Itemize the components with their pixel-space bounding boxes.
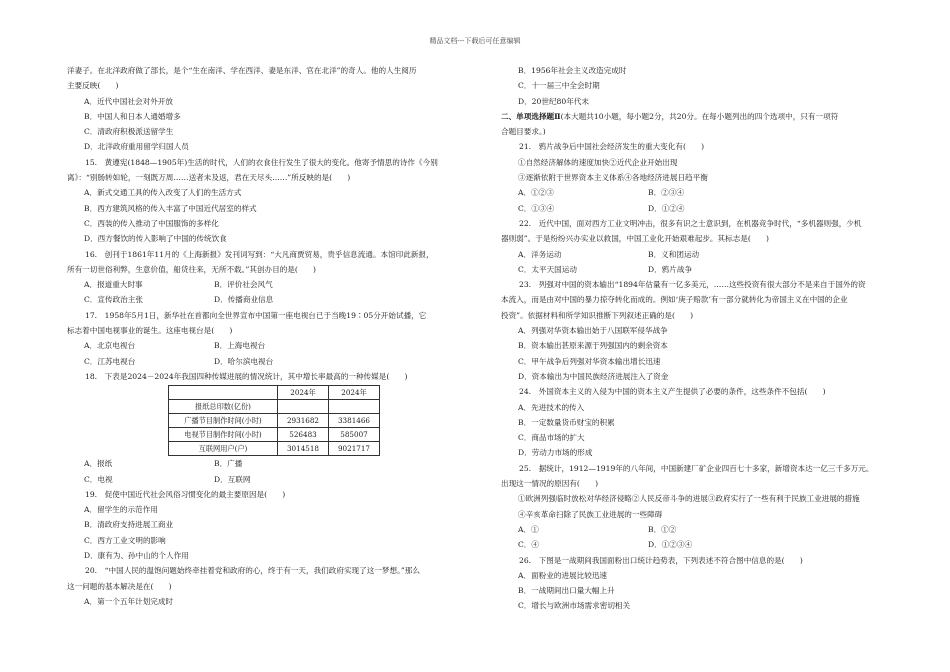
- q26-option-b: B．一战期间出口量大幅上升: [518, 586, 615, 596]
- table-cell: [329, 400, 380, 414]
- q26-stem: 26. 下图是一战期间我国面粉出口统计趋势表，下列表述不符合图中信息的是( ): [519, 555, 803, 565]
- q18-stem: 18. 下表是2024－2024年我国四种传媒进展的情况统计，其中增长率最高的一种传媒是( ): [85, 371, 408, 381]
- q19-option-a: A．留学生的示范作用: [84, 505, 158, 515]
- q14-option-d: D．北洋政府重用留学归国人员: [84, 142, 189, 152]
- q17-stem: 标志着中国电视事业的诞生。这座电视台是( ): [67, 326, 233, 336]
- q22-stem: 器则弱”。于是纷纷兴办实业以救国，中国工业化开始艰难起步。其标志是( ): [501, 234, 769, 244]
- q16-options-row: [67, 292, 465, 307]
- table-cell: 3014518: [278, 442, 329, 456]
- q19-option-b: B．清政府支持进展工商业: [84, 520, 174, 530]
- q16-option-c: C．宣传政治主张: [84, 295, 143, 305]
- q23-stem: 本流入，而是由对中国的暴力掠夺转化而成的。例如‘庚子赔款’有一部分就转化为帝国主义在中国的企业: [501, 295, 848, 305]
- q19-stem: 19. 促使中国近代社会风俗习惯变化的最主要原因是( ): [85, 489, 286, 499]
- q18-options-row: [67, 456, 465, 471]
- q25-options-row: [501, 522, 883, 537]
- q26-option-c: C．增长与欧洲市场需求密切相关: [518, 601, 631, 611]
- q21-options-row: [501, 201, 883, 216]
- section-instructions-cont: 合题目要求。): [501, 127, 546, 137]
- q17-option-d: D．哈尔滨电视台: [214, 356, 274, 366]
- q22-option-c: C．太平天国运动: [518, 264, 577, 274]
- q26-option-a: A．面粉业的进展比较迅速: [518, 570, 608, 580]
- q21-option-b: B．②③④: [648, 188, 684, 198]
- q22-option-d: D．鸦片战争: [648, 264, 693, 274]
- q21-options-row: [501, 185, 883, 200]
- q21-option-c: C．①③④: [518, 203, 555, 213]
- q24-stem: 24. 外国资本主义的入侵为中国的资本主义产生提供了必要的条件，这些条件不包括( ): [519, 387, 826, 397]
- q17-option-b: B．上海电视台: [214, 341, 266, 351]
- table-header-row: [169, 386, 380, 400]
- media-stats-table: [168, 385, 380, 456]
- q20-option-c: C．十一届三中全会时期: [518, 81, 600, 91]
- q20-option-d: D．20世纪80年代末: [518, 96, 589, 106]
- q15-stem: 15. 黄遵宪(1848—1905年)生活的时代，人们的衣食住行发生了很大的变化。他寄予情思的诗作《今别: [85, 157, 438, 167]
- table-row: [169, 428, 380, 442]
- right-column: [501, 63, 883, 614]
- q23-option-d: D．资本输出为中国民族经济进展注入了资金: [518, 371, 669, 381]
- table-cell: 3381466: [329, 414, 380, 428]
- q22-options-row: [501, 262, 883, 277]
- q22-option-b: B．义和团运动: [648, 249, 700, 259]
- section-instructions: (本大题共10小题，每小题2分，共20分。在每小题列出的四个选项中，只有一项符: [560, 111, 839, 121]
- q21-option-a: A．①②③: [518, 188, 554, 198]
- q21-statement: ①自然经济解体的速度加快②近代企业开始出现: [518, 157, 678, 167]
- table-cell: 电视节目制作时间(小时): [169, 428, 278, 442]
- q24-option-d: D．劳动力市场的形成: [518, 448, 593, 458]
- q25-statement: ④辛亥革命扫除了民族工业进展的一些障碍: [518, 509, 663, 519]
- q19-option-d: D．康有为、孙中山的个人作用: [84, 551, 189, 561]
- table-cell: 报纸总印数(亿份): [169, 400, 278, 414]
- q14-continuation: 主要反映( ): [67, 81, 119, 91]
- q16-options-row: [67, 277, 465, 292]
- q15-option-b: B．西方建筑风格的传入丰富了中国近代居室的样式: [84, 203, 257, 213]
- q23-option-b: B．资本输出甚原来源于列强国内的剩余资本: [518, 341, 668, 351]
- table-cell: 9021717: [329, 442, 380, 456]
- table-cell: [278, 400, 329, 414]
- q17-stem: 17. 1958年5月1日，新华社在首都向全世界宣布中国第一座电视台已于当晚19∶05分开始试播，它: [85, 310, 427, 320]
- q17-option-c: C．江苏电视台: [84, 356, 136, 366]
- q14-continuation: 洋妻子。在北洋政府做了部长，是个“生在南洋、学在西洋、妻是东洋、官在北洋”的奇人。他的人生阅历: [67, 66, 417, 75]
- q23-option-a: A．列强对华资本输出始于八国联军侵华战争: [518, 326, 668, 336]
- q20-option-a: A．第一个五年计划完成时: [84, 596, 174, 606]
- q19-option-c: C．西方工业文明的影响: [84, 535, 166, 545]
- table-cell: 互联网用户(户): [169, 442, 278, 456]
- q17-options-row: [67, 338, 465, 353]
- table-row: [169, 442, 380, 456]
- q21-statement: ③逐渐依附于世界资本主义体系④各地经济进展日趋平衡: [518, 173, 708, 183]
- q18-option-a: A．报纸: [84, 459, 113, 469]
- q22-option-a: A．洋务运动: [518, 249, 562, 259]
- table-cell: 585007: [329, 428, 380, 442]
- table-row: [169, 414, 380, 428]
- q16-stem: 所有一切世俗利弊，生意价值，船货往来，无所不载。”其创办目的是( ): [67, 264, 317, 274]
- section-heading: [501, 109, 883, 124]
- q25-statement: ①欧洲列强临时放松对华经济侵略②人民反帝斗争的进展③政府实行了一些有利于民族工业进展的措施: [518, 494, 860, 504]
- q20-option-b: B．1956年社会主义改造完成时: [518, 66, 627, 75]
- table-cell: 2931682: [278, 414, 329, 428]
- q18-options-row: [67, 472, 465, 487]
- q18-option-b: B．广播: [214, 459, 243, 469]
- q21-option-d: D．①②④: [648, 203, 685, 213]
- q24-option-a: A．先进技术的传入: [518, 402, 585, 412]
- q24-option-c: C．商品市场的扩大: [518, 433, 585, 443]
- q14-option-a: A．近代中国社会对外开放: [84, 96, 174, 106]
- q23-stem: 23. 列强对中国的资本输出“1894年估量有一亿多美元，……这些投资有很大部分不是来自于国外的资: [519, 280, 866, 290]
- q25-option-a: A．①: [518, 524, 539, 534]
- q18-option-d: D．互联网: [214, 474, 251, 484]
- q14-option-c: C．清政府积极派送留学生: [84, 127, 174, 137]
- q15-option-d: D．西方餐饮的传入影响了中国的传统饮食: [84, 234, 227, 244]
- q25-option-d: D．①②③④: [648, 540, 693, 550]
- q17-options-row: [67, 354, 465, 369]
- q16-option-a: A．报道重大时事: [84, 280, 143, 290]
- q20-stem: 20. “中国人民的温饱问题始终牵挂着党和政府的心，终于有一天，我们政府实现了这一梦想。”那么: [85, 566, 420, 576]
- q25-option-c: C．④: [518, 540, 539, 550]
- q23-stem: 投资”。依据材料和所学知识推断下列叙述正确的是( ): [501, 310, 694, 320]
- q16-option-d: D．传播商业信息: [214, 295, 274, 305]
- left-column: [67, 63, 465, 609]
- q16-stem: 16. 创刊于1861年11月的《上海新报》发刊词写到：“大凡商贾贸易，贵乎信息流通。本馆印此新报，: [85, 249, 434, 259]
- q18-option-c: C．电视: [84, 474, 113, 484]
- q15-option-a: A．新式交通工具的传入改变了人们的生活方式: [84, 188, 242, 198]
- section-title: 二、单项选择题Ⅱ: [501, 111, 561, 121]
- q22-options-row: [501, 247, 883, 262]
- q21-stem: 21. 鸦片战争后中国社会经济发生的重大变化有( ): [519, 142, 705, 152]
- q15-option-c: C．西装的传入推动了中国服饰的多样化: [84, 218, 219, 228]
- q22-stem: 22. 近代中国，面对西方工业文明冲击，很多有识之士意识到，在机器竞争时代，“多机器则强，少机: [519, 218, 862, 228]
- q25-stem: 25. 据统计，1912—1919年的八年间，中国新建厂矿企业四百七十多家，新增资本达一亿三千多万元。: [519, 463, 874, 473]
- table-row: [169, 400, 380, 414]
- q25-stem: 出现这一情况的原因有( ): [501, 479, 599, 489]
- header-note: 精品文档---下载后可任意编辑: [429, 37, 521, 45]
- q14-option-b: B．中国人和日本人通婚增多: [84, 111, 181, 121]
- table-cell: 526483: [278, 428, 329, 442]
- q15-stem: 离》：“别肠转如轮，一刻既万周……送者未及返，君在天尽头……”所反映的是( ): [67, 173, 351, 183]
- q25-options-row: [501, 537, 883, 552]
- table-cell: 2024年: [278, 386, 329, 400]
- table-cell: 广播节目制作时间(小时): [169, 414, 278, 428]
- q20-stem: 这一问题的基本解决是在( ): [67, 581, 172, 591]
- q16-option-b: B．评价社会风气: [214, 280, 273, 290]
- table-cell: 2024年: [329, 386, 380, 400]
- q17-option-a: A．北京电视台: [84, 341, 136, 351]
- q24-option-b: B．一定数量货币财宝的积累: [518, 417, 615, 427]
- q23-option-c: C．甲午战争后列强对华资本输出增长迅速: [518, 356, 661, 366]
- table-cell: [169, 386, 278, 400]
- q25-option-b: B．①②: [648, 524, 677, 534]
